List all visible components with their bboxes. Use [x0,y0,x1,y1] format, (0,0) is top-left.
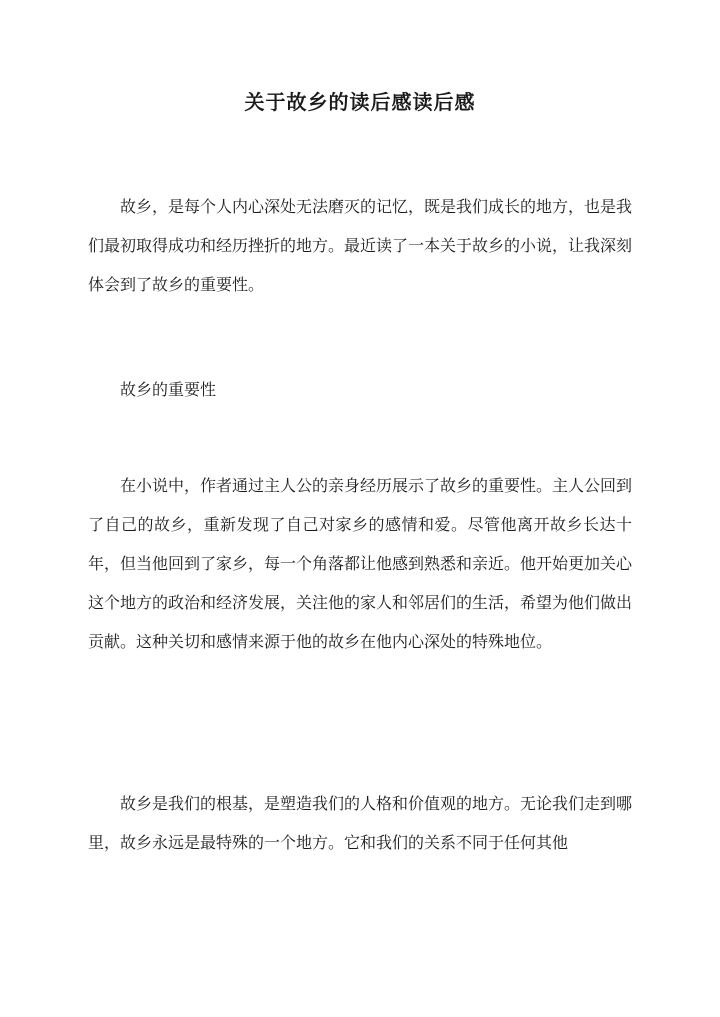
document-title: 关于故乡的读后感读后感 [244,90,476,114]
paragraph-roots: 故乡是我们的根基，是塑造我们的人格和价值观的地方。无论我们走到哪里，故乡永远是最特殊的一个地方。它和我们的关系不同于任何其他 [88,794,633,852]
paragraph-intro: 故乡，是每个人内心深处无法磨灭的记忆，既是我们成长的地方，也是我们最初取得成功和经历挫折的地方。最近读了一本关于故乡的小说，让我深刻体会到了故乡的重要性。 [88,197,633,294]
section-heading: 故乡的重要性 [120,380,217,399]
paragraph-novel: 在小说中，作者通过主人公的亲身经历展示了故乡的重要性。主人公回到了自己的故乡，重新发现了自己对家乡的感情和爱。尽管他离开故乡长达十年，但当他回到了家乡，每一个角落都让他感到熟悉和亲近。他开始更加关心这个地方的政治和经济发展，关注他的家人和邻居们的生活，希望为他们做出贡献。这种关切和感情来源于他的故乡在他内心深处的特殊地位。 [88,476,633,651]
